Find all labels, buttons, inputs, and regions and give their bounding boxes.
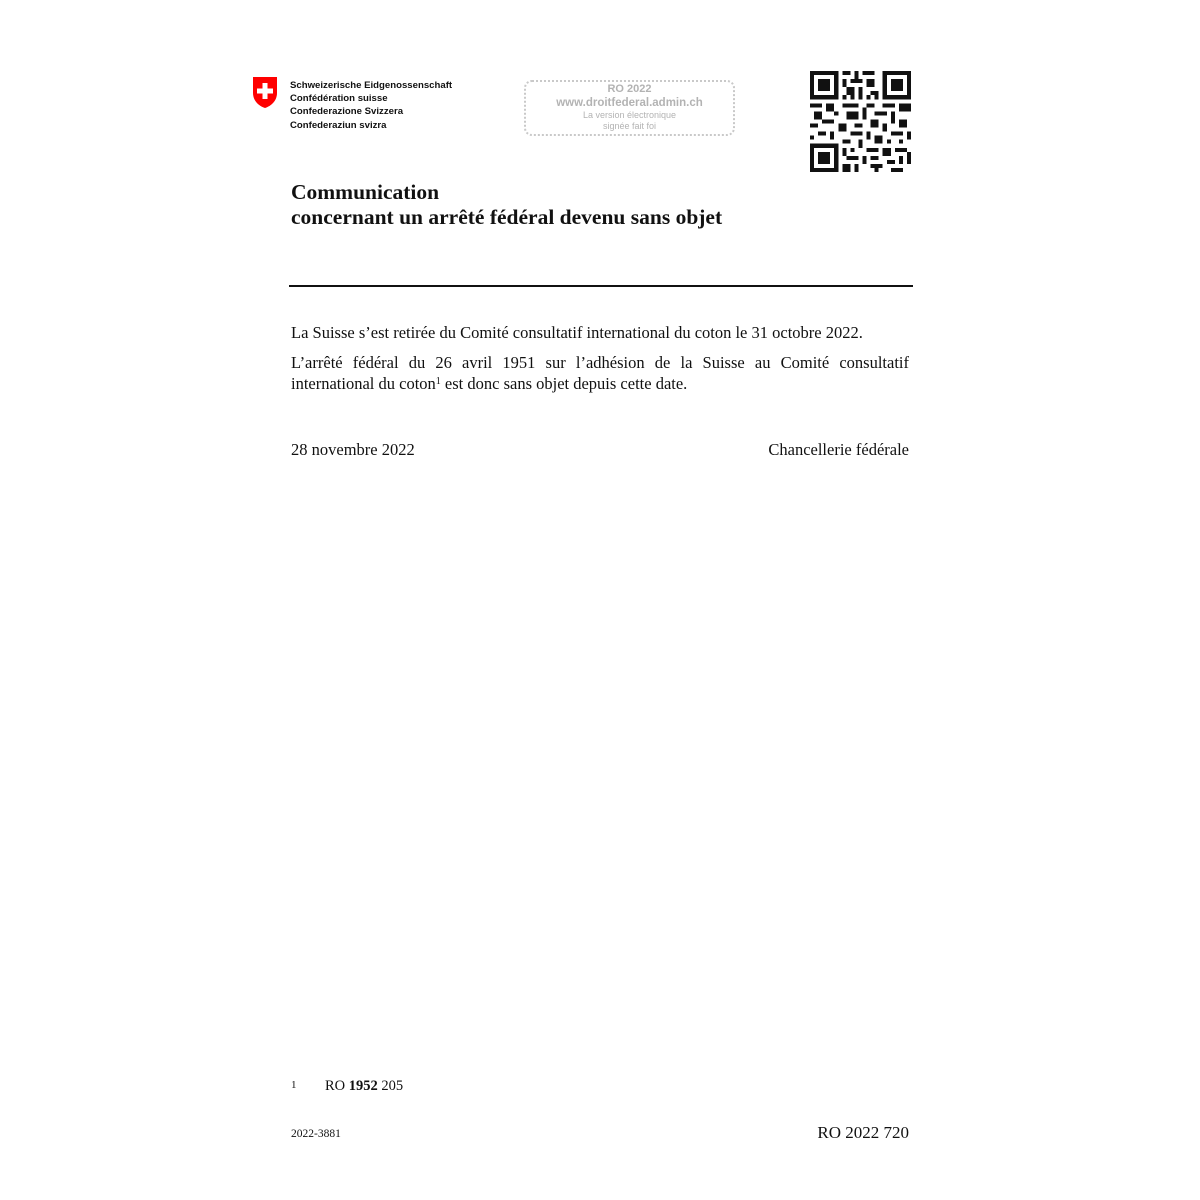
footnote-number: 1 xyxy=(291,1079,297,1091)
footnote-page: 205 xyxy=(377,1078,404,1094)
paragraph-decree-text-end: est donc sans objet depuis cette date. xyxy=(440,374,688,393)
stamp-website: www.droitfederal.admin.ch xyxy=(556,97,703,109)
document-number: 2022-3881 xyxy=(291,1128,341,1140)
qr-code-icon xyxy=(810,71,911,172)
title-line-2: concernant un arrêté fédéral devenu sans objet xyxy=(291,205,723,229)
ro-reference: RO 2022 720 xyxy=(817,1123,909,1142)
electronic-version-stamp xyxy=(524,80,735,136)
logo-line-german: Schweizerische Eidgenossenschaft xyxy=(290,80,453,91)
footnote-year: 1952 xyxy=(348,1078,378,1094)
footnote-text xyxy=(325,1078,403,1095)
document-title xyxy=(291,180,722,230)
logo-line-italian: Confederazione Svizzera xyxy=(290,106,404,118)
swiss-coat-of-arms-icon xyxy=(252,76,278,109)
stamp-note-line1: La version électronique xyxy=(582,110,677,120)
paragraph-decree xyxy=(291,352,909,394)
title-divider xyxy=(289,285,913,287)
logo-line-french: Confédération suisse xyxy=(290,93,388,105)
issuing-authority: Chancellerie fédérale xyxy=(768,440,909,459)
footnote-reference: 1 xyxy=(435,376,441,387)
confederation-names xyxy=(290,79,452,132)
document-date: 28 novembre 2022 xyxy=(291,440,415,459)
paragraph-decree-text: L’arrêté fédéral du 26 avril 1951 sur l’adhésion de la Suisse au Comité consultatif international du coton xyxy=(291,353,909,393)
logo-line-romansh: Confederaziun svizra xyxy=(290,119,387,131)
stamp-ro-year: RO 2022 xyxy=(607,83,652,95)
footnote-prefix: RO xyxy=(325,1078,349,1094)
title-line-1: Communication xyxy=(291,180,440,204)
paragraph-withdrawal: La Suisse s’est retirée du Comité consultatif international du coton le 31 octobre 2022. xyxy=(291,323,863,342)
stamp-note-line2: signée fait foi xyxy=(602,121,657,131)
